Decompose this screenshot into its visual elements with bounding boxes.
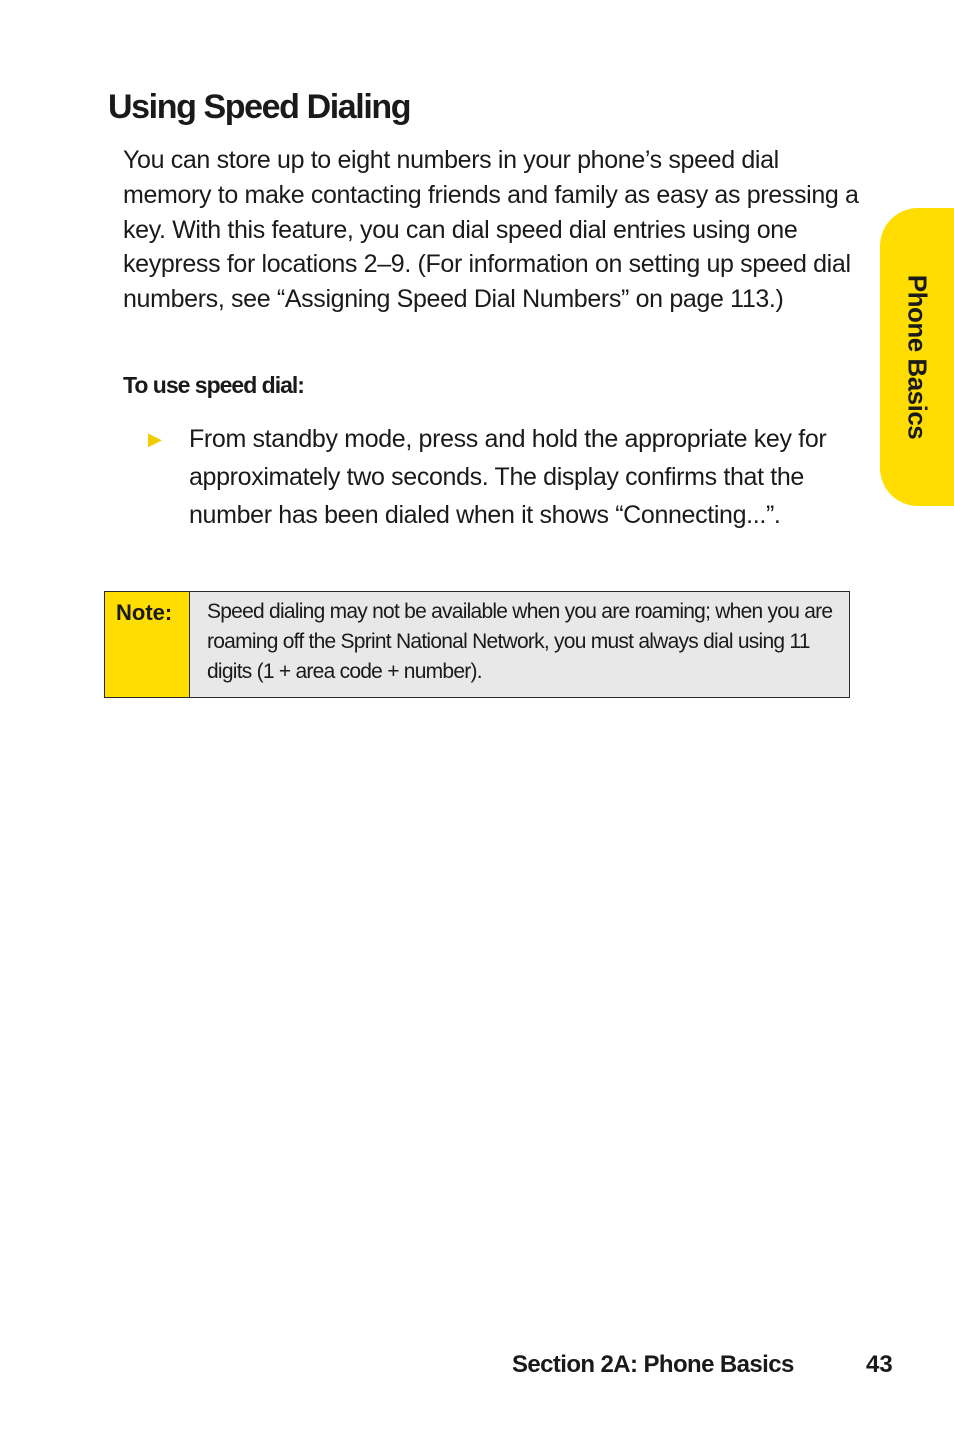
section-side-tab <box>880 208 954 506</box>
note-box <box>104 591 850 698</box>
intro-paragraph: You can store up to eight numbers in your phone’s speed dial memory to make contacting friends and family as easy as pressing a key. With this feature, you can dial speed dial entries using one keypress for locations 2–9. (For information on setting up speed dial numbers, see “Assigning Speed Dial Numbers” on page 113.) <box>123 146 859 314</box>
footer-page-number: 43 <box>866 1351 893 1378</box>
side-tab-label: Phone Basics <box>902 274 933 440</box>
page-title: Using Speed Dialing <box>108 88 411 126</box>
note-label: Note: <box>105 592 190 697</box>
procedure-step <box>148 420 848 534</box>
footer-section-title: Section 2A: Phone Basics <box>512 1351 794 1378</box>
procedure-heading: To use speed dial: <box>123 372 304 398</box>
procedure-step-text: From standby mode, press and hold the appropriate key for approximately two seconds. The display confirms that the number has been dialed when it shows “Connecting...”. <box>189 425 827 529</box>
triangle-right-icon: ▶ <box>148 429 162 449</box>
note-text: Speed dialing may not be available when you are roaming; when you are roaming off the Sprint National Network, you must always dial using 11 digits (1 + area code + number). <box>190 592 849 697</box>
